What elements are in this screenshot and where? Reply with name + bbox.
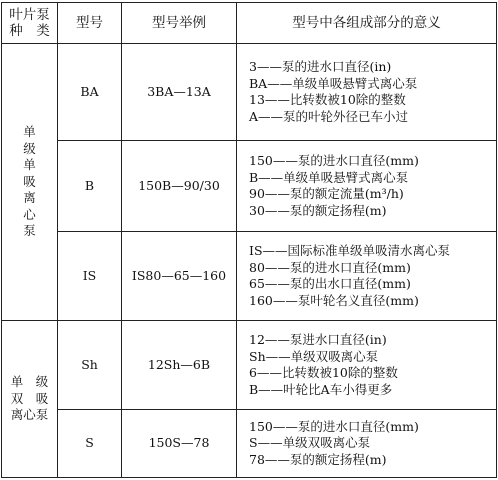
header-example: 型号举例	[122, 3, 237, 44]
meaning-line: 150——泵的进水口直径(mm)	[249, 418, 419, 434]
pump-type-char: 离	[23, 190, 36, 206]
model-cell: B	[58, 141, 122, 232]
pump-type-line: 双 吸	[10, 390, 49, 406]
example-cell: 150B—90/30	[122, 141, 237, 232]
meaning-cell	[237, 232, 497, 321]
meaning-line: 80——泵的进水口直径(mm)	[249, 259, 411, 275]
header-meaning: 型号中各组成部分的意义	[237, 3, 497, 44]
pump-type-char: 泵	[23, 223, 36, 239]
meaning-line: 3——泵的进水口直径(in)	[249, 59, 392, 74]
header-row	[2, 3, 497, 44]
pump-type-char: 心	[23, 206, 36, 222]
header-pump-type-line1: 叶片泵	[9, 6, 50, 23]
meaning-line: S——单级双吸离心泵	[249, 435, 371, 451]
table-row	[2, 321, 497, 410]
table-row	[2, 410, 497, 478]
meaning-line: 160——泵叶轮名义直径(mm)	[249, 292, 419, 308]
table-row	[2, 44, 497, 141]
meaning-line: BA——单级单吸悬臂式离心泵	[249, 75, 418, 91]
meaning-cell	[237, 321, 497, 410]
model-cell: S	[58, 410, 122, 478]
example-cell: 3BA—13A	[122, 44, 237, 141]
meaning-line: 78——泵的额定扬程(m)	[249, 451, 387, 467]
meaning-cell	[237, 141, 497, 232]
meaning-cell	[237, 44, 497, 141]
header-model: 型号	[58, 3, 122, 44]
meaning-line: 90——泵的额定流量(m³/h)	[249, 186, 404, 201]
meaning-line: 13——比转数被10除的整数	[249, 92, 406, 107]
example-cell: IS80—65—160	[122, 232, 237, 321]
meaning-line: 6——比转数被10除的整数	[249, 365, 398, 380]
meaning-line: B——单级单吸悬臂式离心泵	[249, 169, 409, 185]
header-pump-type	[2, 3, 58, 44]
pump-type-char: 单	[23, 124, 36, 140]
meaning-line: 12——泵进水口直径(in)	[249, 332, 387, 347]
pump-type-char: 吸	[23, 173, 36, 189]
meaning-cell	[237, 410, 497, 478]
example-cell: 150S—78	[122, 410, 237, 478]
meaning-line: A——泵的叶轮外径已车小过	[249, 108, 409, 124]
model-cell: IS	[58, 232, 122, 321]
meaning-line: 65——泵的出水口直径(mm)	[249, 276, 411, 291]
pump-type-cell-single-suction	[2, 44, 58, 321]
pump-type-line: 单 级	[10, 374, 49, 390]
pump-type-line: 离心泵	[10, 407, 49, 423]
meaning-line: 150——泵的进水口直径(mm)	[249, 153, 419, 168]
meaning-line: B——叶轮比A车小得更多	[249, 381, 393, 397]
meaning-line: Sh——单级双吸离心泵	[249, 348, 379, 364]
pump-type-char: 单	[23, 157, 36, 173]
table-row	[2, 141, 497, 232]
example-cell: 12Sh—6B	[122, 321, 237, 410]
meaning-line: IS——国际标准单级单吸清水离心泵	[249, 243, 451, 258]
pump-model-table	[1, 2, 497, 478]
meaning-line: 30——泵的额定扬程(m)	[249, 202, 387, 218]
pump-type-char: 级	[23, 140, 36, 156]
pump-type-cell-double-suction	[2, 321, 58, 478]
model-cell: BA	[58, 44, 122, 141]
model-cell: Sh	[58, 321, 122, 410]
header-pump-type-line2: 种 类	[9, 23, 50, 39]
table-row	[2, 232, 497, 321]
